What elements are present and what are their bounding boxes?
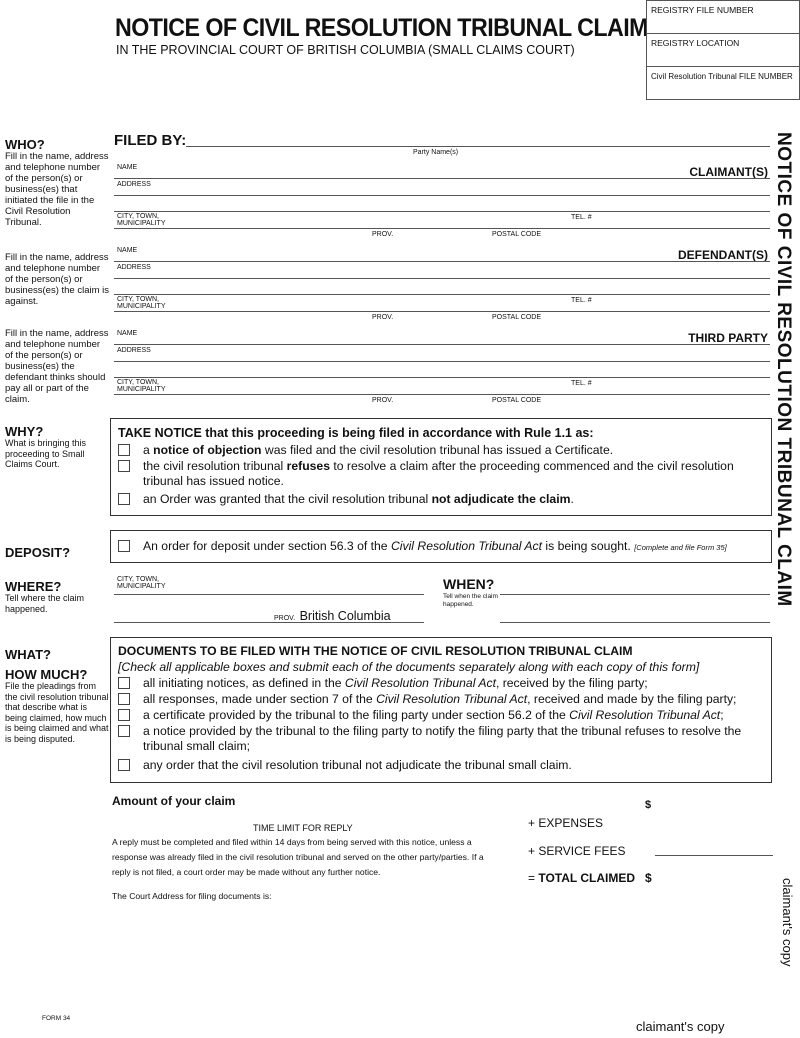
claimant-city-label-1: CITY, TOWN, — [117, 213, 160, 220]
where-prov-value: British Columbia — [299, 609, 391, 623]
expenses-label: + EXPENSES — [528, 816, 604, 830]
documents-title: DOCUMENTS TO BE FILED WITH THE NOTICE OF CIVIL RESOLUTION TRIBUNAL CLAIM — [118, 644, 633, 658]
deposit-box — [110, 530, 772, 563]
deposit-text: is being sought. — [542, 539, 631, 553]
form-subtitle: IN THE PROVINCIAL COURT OF BRITISH COLUMBIA (SMALL CLAIMS COURT) — [116, 43, 575, 57]
option-bold-text: not adjudicate the claim — [431, 492, 571, 506]
document-checkbox[interactable] — [118, 725, 130, 737]
party-names-label: Party Name(s) — [413, 149, 459, 156]
option-bold-text: notice of objection — [153, 443, 262, 457]
third-party-name-field[interactable] — [114, 344, 770, 345]
third-party-address-field[interactable] — [114, 361, 770, 362]
amount-heading: Amount of your claim — [112, 794, 236, 808]
how-much-heading: HOW MUCH? — [5, 667, 88, 682]
option-bold-text: refuses — [286, 459, 330, 473]
why-heading: WHY? — [5, 424, 44, 439]
court-address-label: The Court Address for filing documents is: — [112, 891, 272, 901]
third-party-city-label-2: MUNICIPALITY — [117, 386, 166, 393]
option-text: a — [143, 443, 154, 457]
claimant-address-label: ADDRESS — [117, 181, 151, 188]
form-title: NOTICE OF CIVIL RESOLUTION TRIBUNAL CLAIM — [115, 14, 648, 42]
third-party-city-label-1: CITY, TOWN, — [117, 379, 160, 386]
total-prefix: = — [528, 871, 539, 885]
deposit-text: An order for deposit under section 56.3 of the — [143, 539, 391, 553]
document-act-name: Civil Resolution Tribunal Act — [344, 676, 496, 690]
where-prov-field[interactable] — [114, 622, 424, 623]
deposit-heading: DEPOSIT? — [5, 545, 71, 560]
document-item — [118, 758, 763, 773]
option-text: an Order was granted that the civil resolution tribunal — [143, 492, 432, 506]
third-party-city-tel-field[interactable] — [114, 394, 770, 395]
defendant-city-label-1: CITY, TOWN, — [117, 296, 160, 303]
when-field-line2[interactable] — [500, 622, 770, 623]
deposit-act-name: Civil Resolution Tribunal Act — [390, 539, 543, 553]
when-field[interactable] — [500, 594, 770, 595]
document-text: , received and made by the filing party; — [527, 692, 737, 706]
claimant-name-label: NAME — [117, 164, 138, 171]
crt-file-number-field[interactable] — [647, 67, 799, 100]
document-text: all initiating notices, as defined in the — [143, 676, 345, 690]
third-party-tel-label: TEL. # — [571, 380, 592, 387]
third-party-address-line2-field[interactable] — [114, 377, 770, 378]
third-party-address-label: ADDRESS — [117, 347, 151, 354]
refuses-checkbox[interactable] — [118, 460, 130, 472]
document-checkbox[interactable] — [118, 709, 130, 721]
registry-location-field[interactable] — [647, 34, 799, 67]
service-fees-field[interactable] — [655, 855, 773, 856]
side-title: NOTICE OF CIVIL RESOLUTION TRIBUNAL CLAIM — [773, 132, 794, 607]
service-fees-label: + SERVICE FEES — [528, 844, 626, 858]
third-party-name-label: NAME — [117, 330, 138, 337]
option-text: the civil resolution tribunal — [143, 459, 287, 473]
deposit-note: [Complete and file Form 35] — [634, 543, 727, 552]
defendant-role-label: DEFENDANT(S) — [678, 248, 768, 262]
registry-location-label: REGISTRY LOCATION — [651, 38, 740, 48]
option-text: to resolve a claim after the proceeding commenced and the civil resolution tribunal has issued notice. — [143, 459, 734, 488]
when-help: Tell when the claim happened. — [443, 593, 498, 608]
document-text: all responses, made under section 7 of the — [143, 692, 377, 706]
document-checkbox[interactable] — [118, 677, 130, 689]
why-help: What is bringing this proceeding to Small Claims Court. — [5, 438, 87, 469]
registry-box — [646, 0, 800, 100]
what-heading: WHAT? — [5, 647, 51, 662]
where-city-label-2: MUNICIPALITY — [117, 583, 166, 590]
document-text: , received by the filing party; — [495, 676, 648, 690]
defendant-address-label: ADDRESS — [117, 264, 151, 271]
document-text: a notice provided by the tribunal to the filing party to notify the filing party that the tribunal refuses to resolve the tribunal small claim; — [143, 724, 742, 753]
deposit-checkbox[interactable] — [118, 540, 130, 552]
time-limit-heading: TIME LIMIT FOR REPLY — [253, 823, 353, 833]
why-option-objection — [118, 443, 758, 458]
registry-file-number-label: REGISTRY FILE NUMBER — [651, 5, 754, 15]
claimant-city-label-2: MUNICIPALITY — [117, 220, 166, 227]
where-heading: WHERE? — [5, 579, 62, 594]
third-party-postal-label: POSTAL CODE — [492, 397, 542, 404]
where-city-label-1: CITY, TOWN, — [117, 576, 160, 583]
defendant-city-tel-field[interactable] — [114, 311, 770, 312]
claimant-tel-label: TEL. # — [571, 214, 592, 221]
claimant-city-tel-field[interactable] — [114, 228, 770, 229]
document-text: any order that the civil resolution tribunal not adjudicate the tribunal small claim. — [143, 758, 572, 772]
third-party-role-label: THIRD PARTY — [688, 331, 768, 345]
document-text: a certificate provided by the tribunal to the filing party under section 56.2 of the — [143, 708, 570, 722]
claimant-prov-label: PROV. — [372, 231, 394, 238]
document-item — [118, 692, 763, 707]
who-third-party-help: Fill in the name, address and telephone number of the person(s) or business(es) the defendant thinks should pay all or part of the claim. — [5, 328, 109, 405]
document-act-name: Civil Resolution Tribunal Act — [376, 692, 528, 706]
defendant-postal-label: POSTAL CODE — [492, 314, 542, 321]
claimant-postal-label: POSTAL CODE — [492, 231, 542, 238]
where-help: Tell where the claim happened. — [5, 593, 85, 614]
who-claimant-help: Fill in the name, address and telephone number of the person(s) or business(es) that initiated the file in the Civil Resolution Tribunal. — [5, 151, 109, 228]
crt-file-number-label: Civil Resolution Tribunal FILE NUMBER — [651, 72, 793, 81]
footer-copy-label: claimant's copy — [636, 1019, 725, 1034]
why-option-not-adjudicate — [118, 492, 758, 507]
where-prov-label: PROV. — [274, 615, 296, 622]
side-copy-label: claimant's copy — [780, 878, 795, 967]
defendant-name-field[interactable] — [114, 261, 770, 262]
who-heading: WHO? — [5, 137, 45, 152]
total-claimed-row — [528, 871, 635, 885]
where-city-field[interactable] — [114, 594, 424, 595]
option-text: . — [570, 492, 574, 506]
documents-box — [110, 637, 772, 783]
claimant-name-field[interactable] — [114, 178, 770, 179]
registry-file-number-field[interactable] — [647, 1, 799, 34]
defendant-address-field[interactable] — [114, 278, 770, 279]
objection-checkbox[interactable] — [118, 444, 130, 456]
document-item — [118, 676, 763, 691]
defendant-name-label: NAME — [117, 247, 138, 254]
claimant-address-field[interactable] — [114, 195, 770, 196]
defendant-tel-label: TEL. # — [571, 297, 592, 304]
form-number: FORM 34 — [42, 1015, 71, 1022]
filed-by-label: FILED BY: — [114, 132, 187, 149]
third-party-prov-label: PROV. — [372, 397, 394, 404]
filed-by-line[interactable] — [186, 146, 770, 147]
document-checkbox[interactable] — [118, 693, 130, 705]
amount-currency: $ — [645, 799, 652, 811]
document-item — [118, 708, 763, 723]
take-notice-title: TAKE NOTICE that this proceeding is being filed in accordance with Rule 1.1 as: — [118, 426, 594, 440]
time-limit-body: A reply must be completed and filed within 14 days from being served with this notice, unless a response was already filed in the civil resolution tribunal and served on the other party/parties. If a reply is not filed, a court order may be made without any further notice. — [112, 837, 484, 877]
why-option-refuses — [118, 459, 758, 489]
total-currency: $ — [645, 871, 652, 885]
take-notice-box — [110, 418, 772, 516]
document-text: ; — [720, 708, 724, 722]
defendant-address-line2-field[interactable] — [114, 294, 770, 295]
document-item — [118, 724, 763, 754]
defendant-city-label-2: MUNICIPALITY — [117, 303, 166, 310]
not-adjudicate-checkbox[interactable] — [118, 493, 130, 505]
defendant-prov-label: PROV. — [372, 314, 394, 321]
documents-instruction: [Check all applicable boxes and submit each of the documents separately along with each copy of this form] — [118, 660, 700, 674]
claimant-role-label: CLAIMANT(S) — [689, 165, 768, 179]
total-claimed-label: TOTAL CLAIMED — [538, 871, 636, 885]
who-defendant-help: Fill in the name, address and telephone number of the person(s) or business(es) the claim is against. — [5, 252, 110, 307]
option-text: was filed and the civil resolution tribunal has issued a Certificate. — [261, 443, 614, 457]
deposit-option — [118, 539, 768, 555]
document-act-name: Civil Resolution Tribunal Act — [569, 708, 721, 722]
what-help: File the pleadings from the civil resolution tribunal that describe what is being claimed, how much is being claimed and what is being disputed. — [5, 681, 109, 744]
when-heading: WHEN? — [443, 576, 495, 592]
document-checkbox[interactable] — [118, 759, 130, 771]
claimant-address-line2-field[interactable] — [114, 211, 770, 212]
